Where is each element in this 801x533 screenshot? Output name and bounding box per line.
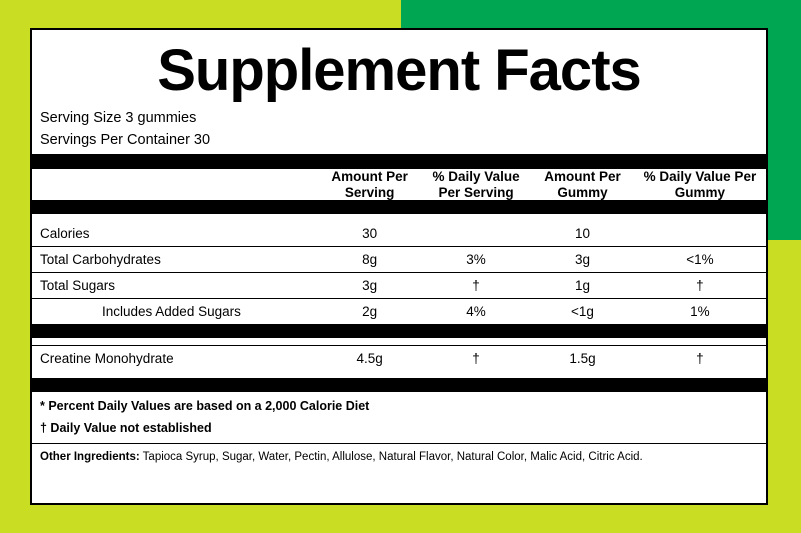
row-amount-per-gummy: 1g xyxy=(531,273,634,299)
nutrition-table xyxy=(32,169,766,200)
divider-bar-top xyxy=(32,154,766,169)
table-header-row xyxy=(32,169,766,200)
row-dv-per-serving: 3% xyxy=(421,247,531,273)
row-amount-per-serving: 30 xyxy=(362,226,378,242)
other-ingredients-label: Other Ingredients: xyxy=(40,451,140,464)
row-label: Includes Added Sugars xyxy=(32,299,318,325)
serving-size: Serving Size 3 gummies xyxy=(40,110,197,126)
column-header-dv-per-gummy: % Daily Value Per Gummy xyxy=(643,169,757,200)
row-dv-per-gummy xyxy=(634,221,766,247)
divider-bar-footnotes xyxy=(32,378,766,392)
row-label: Total Carbohydrates xyxy=(32,247,318,273)
row-amount-per-gummy: 10 xyxy=(574,226,590,242)
row-amount-per-gummy: <1g xyxy=(531,299,634,325)
other-ingredients xyxy=(32,444,766,471)
column-header-amount-per-gummy xyxy=(531,169,634,200)
row-dv-per-serving: † xyxy=(421,346,531,372)
row-dv-per-gummy: <1% xyxy=(634,247,766,273)
row-amount-per-serving: 8g xyxy=(318,247,421,273)
servings-per-container: Servings Per Container 30 xyxy=(40,132,211,148)
row-dv-per-serving: 4% xyxy=(421,299,531,325)
row-label: Creatine Monohydrate xyxy=(32,346,318,372)
row-dv-per-serving: † xyxy=(421,273,531,299)
footnote-daily-values: * Percent Daily Values are based on a 2,000 Calorie Diet xyxy=(40,399,370,414)
nutrition-values-table xyxy=(32,214,766,324)
table-row xyxy=(32,221,766,247)
divider-bar-mid xyxy=(32,324,766,338)
column-header-line1: Amount Per xyxy=(544,169,621,184)
column-header-line2: Per Serving xyxy=(438,184,514,200)
row-dv-per-gummy: 1% xyxy=(634,299,766,325)
column-header-dv-per-serving xyxy=(421,169,531,200)
divider-bar-header xyxy=(32,200,766,214)
spacer-row xyxy=(32,338,766,346)
column-header-name xyxy=(32,169,318,200)
row-amount-per-gummy: 1.5g xyxy=(531,346,634,372)
table-row xyxy=(32,247,766,273)
column-header-line2: Gummy xyxy=(557,184,608,200)
row-dv-per-serving xyxy=(421,221,531,247)
row-dv-per-gummy: † xyxy=(634,346,766,372)
footnote-dagger: † Daily Value not established xyxy=(40,421,212,436)
page-title: Supplement Facts xyxy=(157,38,641,103)
row-amount-per-gummy: 3g xyxy=(531,247,634,273)
row-amount-per-serving: 4.5g xyxy=(318,346,421,372)
spacer-row xyxy=(32,214,766,221)
row-label: Calories xyxy=(40,226,90,242)
row-label: Total Sugars xyxy=(32,273,318,299)
spacer-row xyxy=(32,371,766,378)
column-header-line1: Amount Per xyxy=(331,169,408,184)
table-row xyxy=(32,346,766,372)
table-row xyxy=(32,299,766,325)
row-amount-per-serving: 3g xyxy=(318,273,421,299)
serving-info xyxy=(32,106,766,148)
supplement-facts-panel xyxy=(30,28,768,505)
row-amount-per-serving: 2g xyxy=(318,299,421,325)
column-header-line1: % Daily Value xyxy=(432,169,520,184)
table-row xyxy=(32,273,766,299)
column-header-line2: Serving xyxy=(344,184,395,200)
ingredient-amounts-table xyxy=(32,338,766,378)
column-header-amount-per-serving xyxy=(318,169,421,200)
other-ingredients-text: Tapioca Syrup, Sugar, Water, Pectin, Allulose, Natural Flavor, Natural Color, Malic Acid, Citric Acid. xyxy=(139,451,643,464)
row-dv-per-gummy: † xyxy=(634,273,766,299)
